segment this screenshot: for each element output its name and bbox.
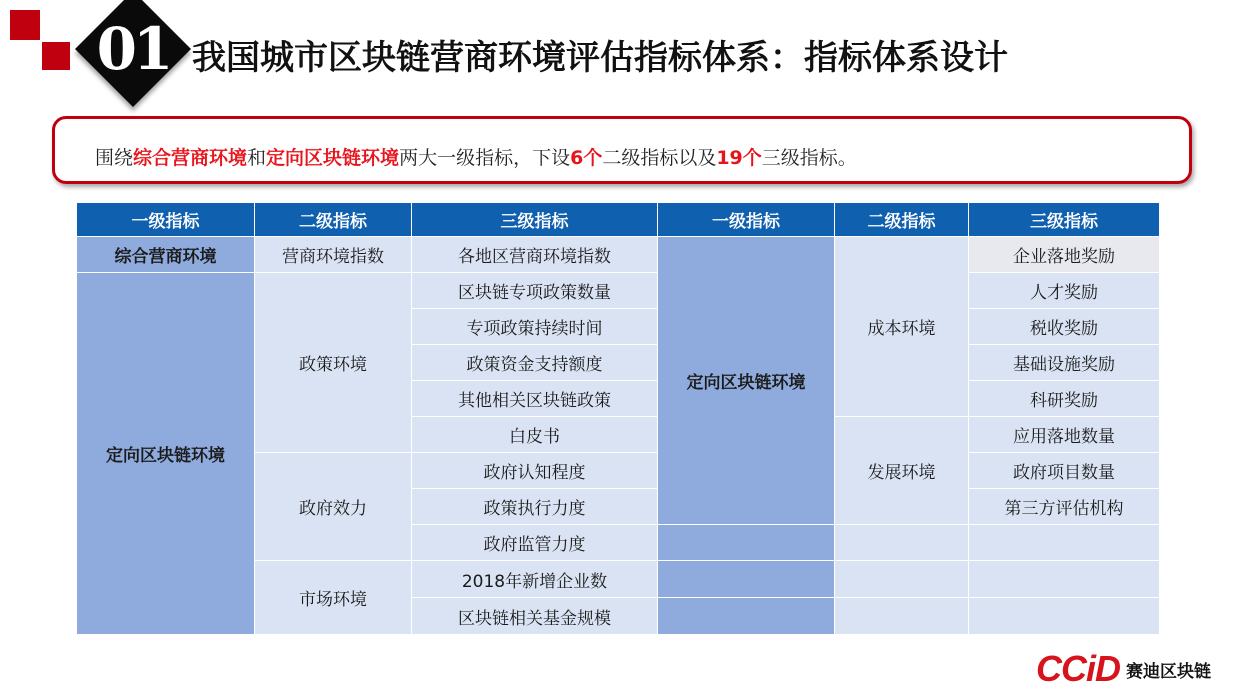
ccid-logo xyxy=(1036,648,1211,690)
level3-item: 各地区营商环境指数 xyxy=(412,237,658,273)
level3-item: 第三方评估机构 xyxy=(969,489,1159,525)
logo-text: 赛迪区块链 xyxy=(1126,661,1211,682)
level3-item: 人才奖励 xyxy=(969,273,1159,309)
level2-government: 政府效力 xyxy=(255,453,412,561)
empty-cell xyxy=(969,598,1159,635)
level3-item: 基础设施奖励 xyxy=(969,345,1159,381)
level3-item: 政策资金支持额度 xyxy=(412,345,658,381)
level3-item: 2018年新增企业数 xyxy=(412,561,658,598)
section-number: 01 xyxy=(96,15,170,83)
empty-cell xyxy=(658,561,835,598)
level2-business-index: 营商环境指数 xyxy=(255,237,412,273)
level3-item: 政策执行力度 xyxy=(412,489,658,525)
empty-cell xyxy=(658,525,835,561)
highlight-level3-count: 19个 xyxy=(716,147,762,169)
empty-cell xyxy=(658,598,835,635)
summary-box xyxy=(52,116,1192,184)
empty-cell xyxy=(969,561,1159,598)
level3-item: 其他相关区块链政策 xyxy=(412,381,658,417)
level2-development: 发展环境 xyxy=(835,417,969,525)
level3-item: 政府认知程度 xyxy=(412,453,658,489)
header-level3-left: 三级指标 xyxy=(412,203,658,237)
page-title: 我国城市区块链营商环境评估指标体系：指标体系设计 xyxy=(192,38,1008,78)
level3-item: 应用落地数量 xyxy=(969,417,1159,453)
level3-item: 企业落地奖励 xyxy=(969,237,1159,273)
indicator-table xyxy=(77,203,1159,635)
level3-item: 白皮书 xyxy=(412,417,658,453)
highlight-level2-count: 6个 xyxy=(570,147,603,169)
level3-item: 税收奖励 xyxy=(969,309,1159,345)
level1-blockchain-right: 定向区块链环境 xyxy=(658,237,835,525)
level3-item: 科研奖励 xyxy=(969,381,1159,417)
decor-square-bottom xyxy=(42,42,70,70)
header-level3-right: 三级指标 xyxy=(969,203,1159,237)
level1-comprehensive: 综合营商环境 xyxy=(77,237,255,273)
summary-text: 围绕综合营商环境和定向区块链环境两大一级指标，下设6个二级指标以及19个三级指标。 xyxy=(95,147,857,169)
level3-item: 政府监管力度 xyxy=(412,525,658,561)
header-level2-right: 二级指标 xyxy=(835,203,969,237)
level3-item: 专项政策持续时间 xyxy=(412,309,658,345)
level3-item: 政府项目数量 xyxy=(969,453,1159,489)
highlight-blockchain: 定向区块链环境 xyxy=(266,147,400,169)
level2-market: 市场环境 xyxy=(255,561,412,635)
highlight-comprehensive: 综合营商环境 xyxy=(133,147,248,169)
level2-policy: 政策环境 xyxy=(255,273,412,453)
level3-item: 区块链相关基金规模 xyxy=(412,598,658,635)
level1-blockchain: 定向区块链环境 xyxy=(77,273,255,635)
empty-cell xyxy=(835,525,969,561)
level3-item: 区块链专项政策数量 xyxy=(412,273,658,309)
header-level2-left: 二级指标 xyxy=(255,203,412,237)
level2-cost: 成本环境 xyxy=(835,237,969,417)
empty-cell xyxy=(835,561,969,598)
logo-mark: CCiD xyxy=(1036,648,1120,689)
empty-cell xyxy=(969,525,1159,561)
header-level1-left: 一级指标 xyxy=(77,203,255,237)
decor-square-top xyxy=(10,10,40,40)
empty-cell xyxy=(835,598,969,635)
header-level1-right: 一级指标 xyxy=(658,203,835,237)
